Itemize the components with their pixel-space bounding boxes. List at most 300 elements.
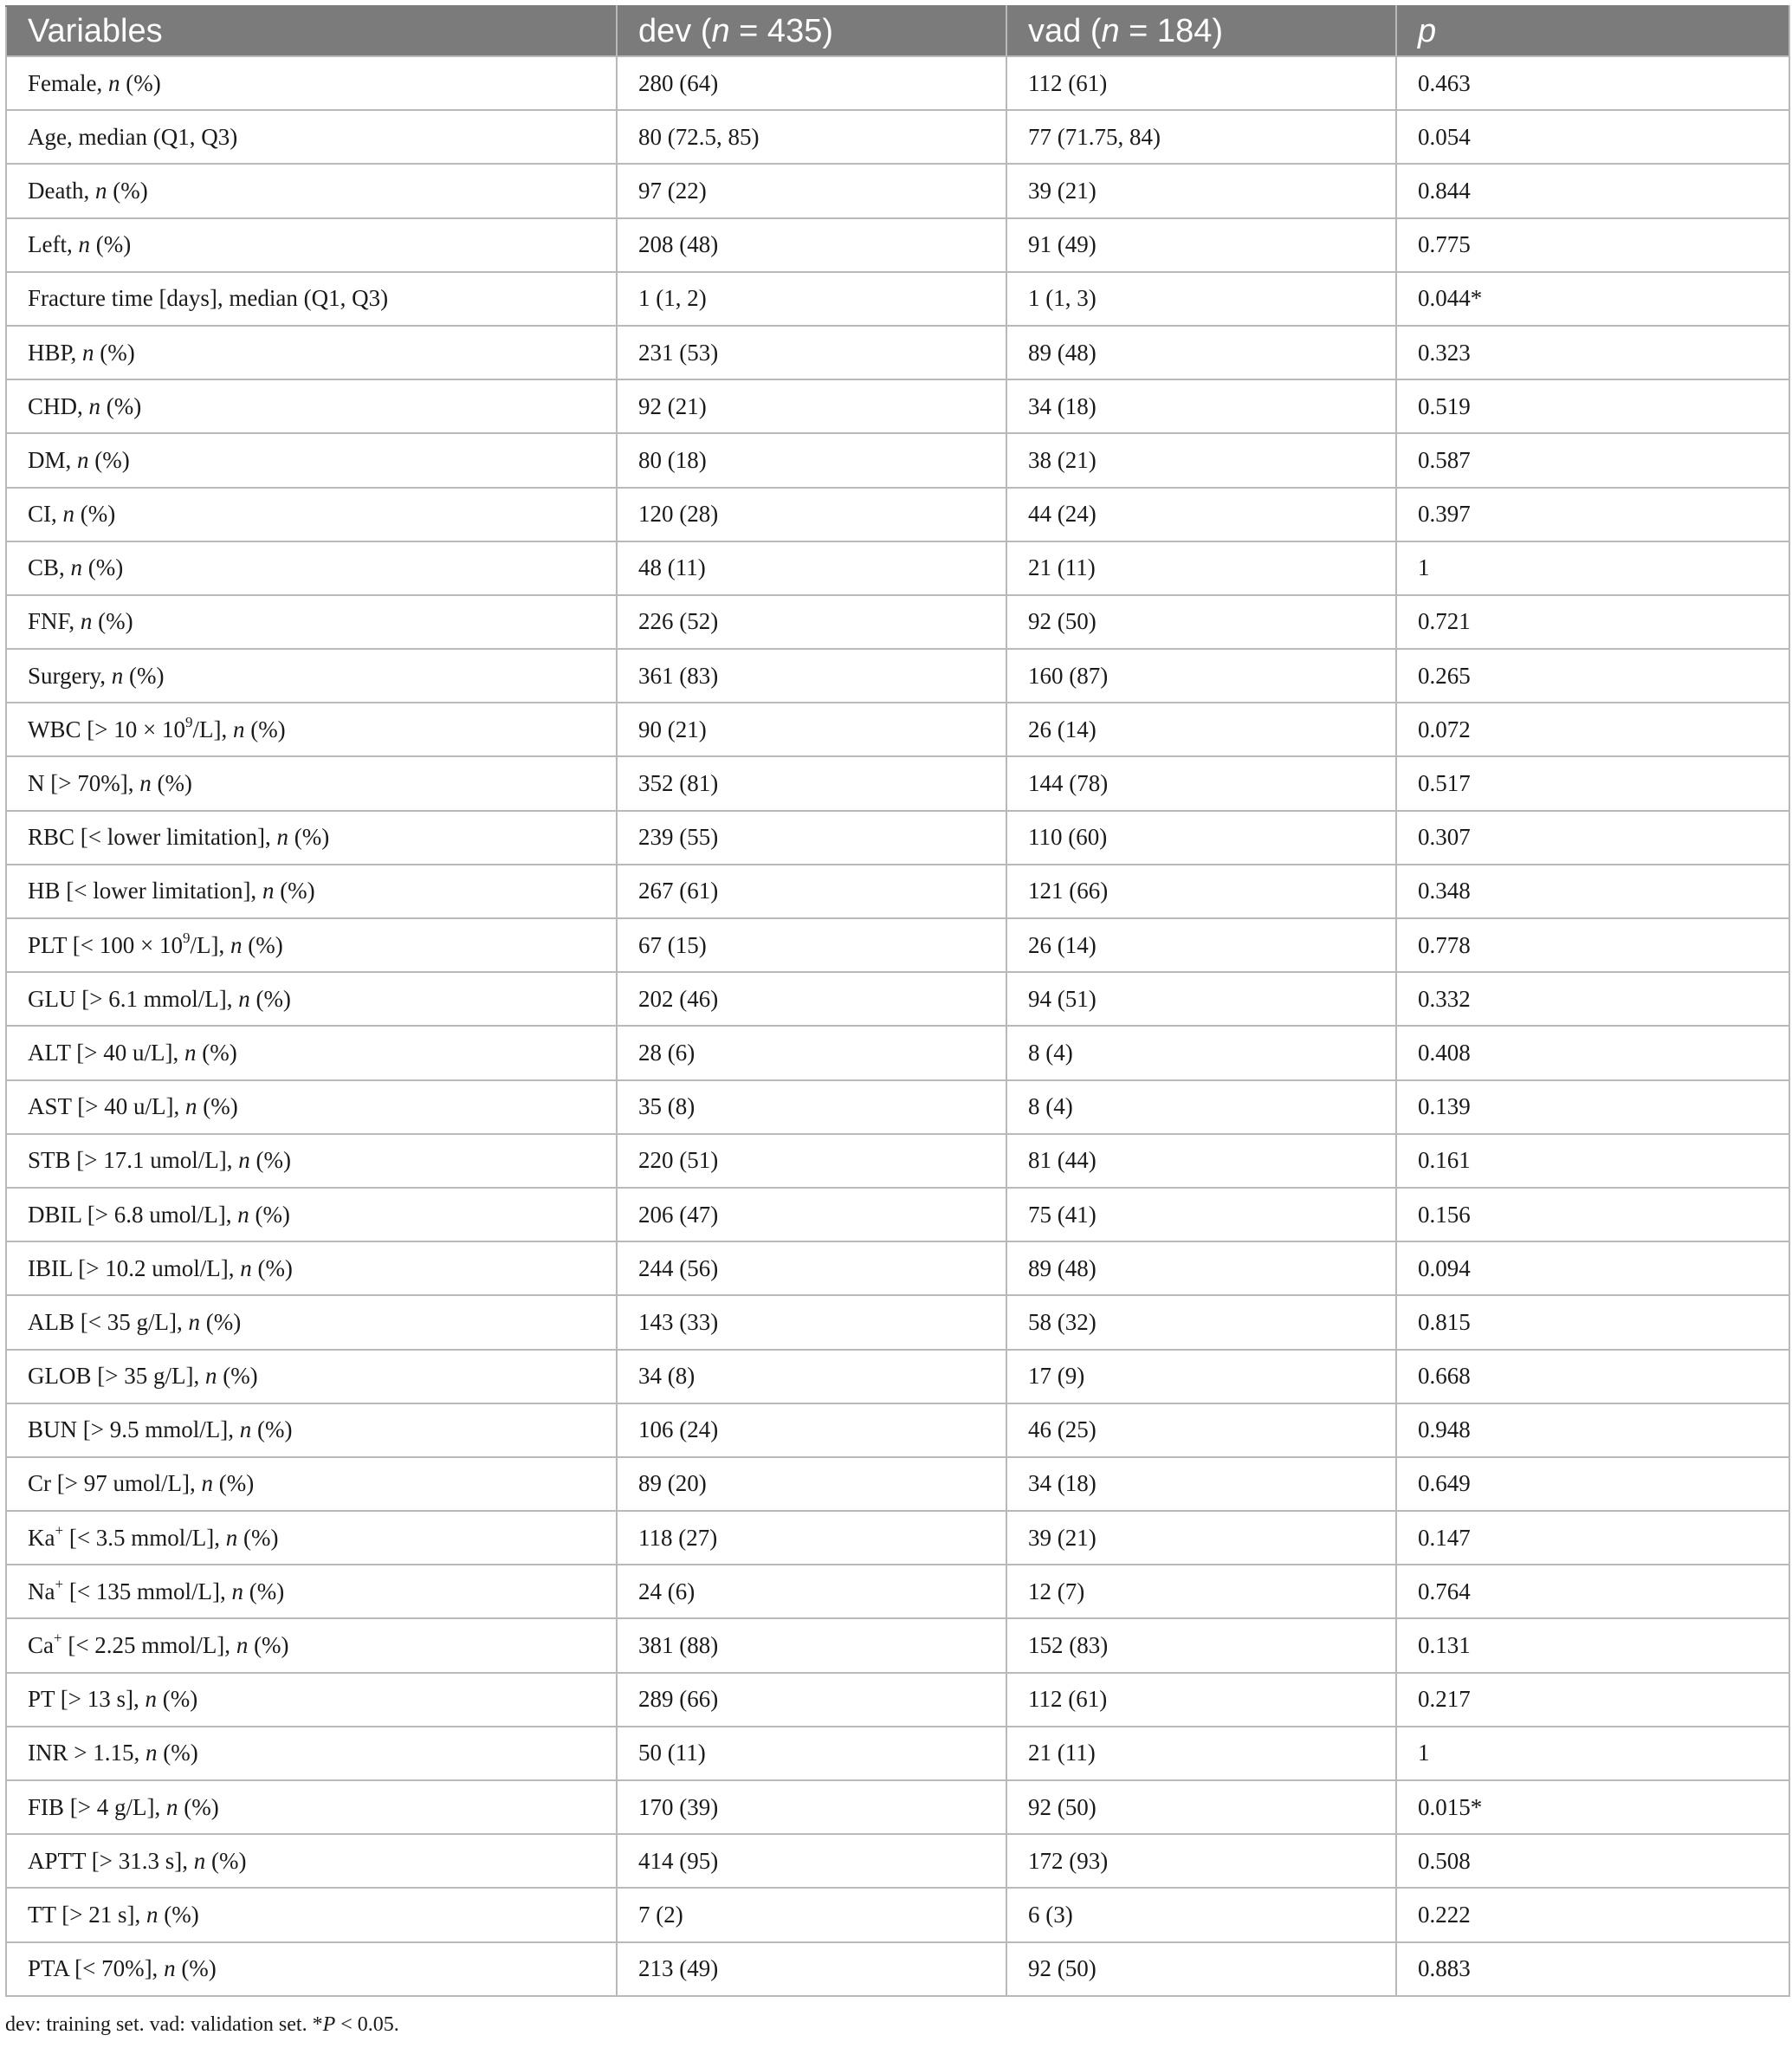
variable-text-pre: Na — [28, 1578, 55, 1604]
dev-value-cell: 352 (81) — [617, 756, 1006, 810]
p-value-cell: 1 — [1396, 1727, 1789, 1780]
variable-text-post: (%) — [249, 1147, 291, 1174]
header-row — [6, 6, 1789, 56]
variable-text-post: (%) — [237, 1524, 279, 1551]
variable-text-ital: n — [188, 1308, 200, 1335]
dev-value-cell: 206 (47) — [617, 1188, 1006, 1241]
variable-text-ital: n — [238, 1147, 250, 1174]
variable-cell — [6, 865, 617, 918]
variable-text-ital: n — [88, 392, 101, 419]
dev-value-cell: 28 (6) — [617, 1026, 1006, 1079]
p-value-cell: 0.131 — [1396, 1618, 1789, 1672]
variable-text-ital: n — [232, 716, 245, 742]
variable-text-pre: STB [> 17.1 umol/L], — [28, 1147, 239, 1174]
table-row — [6, 218, 1789, 272]
variable-text-post: (%) — [196, 1039, 237, 1066]
variable-text-pre: APTT [> 31.3 s], — [28, 1847, 194, 1874]
vad-value-cell: 144 (78) — [1006, 756, 1396, 810]
baseline-characteristics-table-container — [5, 5, 1789, 1997]
variable-text-pre: GLOB [> 35 g/L], — [28, 1363, 205, 1390]
variable-text-ital: n — [139, 770, 152, 797]
variable-text-mid: [< 3.5 mmol/L], — [63, 1524, 226, 1551]
dev-value-cell: 170 (39) — [617, 1780, 1006, 1834]
variable-cell — [6, 1673, 617, 1727]
p-value-cell: 0.519 — [1396, 379, 1789, 433]
vad-value-cell: 34 (18) — [1006, 1457, 1396, 1511]
variable-text-post: (%) — [205, 1847, 247, 1874]
variable-text-pre: CHD, — [28, 392, 89, 419]
dev-value-cell: 1 (1, 2) — [617, 272, 1006, 326]
dev-value-cell: 280 (64) — [617, 56, 1006, 110]
p-value-cell: 0.147 — [1396, 1511, 1789, 1565]
p-value-cell: 0.323 — [1396, 326, 1789, 379]
variable-text-pre: BUN [> 9.5 mmol/L], — [28, 1416, 240, 1443]
table-row — [6, 379, 1789, 433]
table-row — [6, 488, 1789, 541]
p-value-cell: 0.508 — [1396, 1834, 1789, 1888]
dev-value-cell: 231 (53) — [617, 326, 1006, 379]
variable-text-pre: TT [> 21 s], — [28, 1901, 146, 1928]
variable-text-pre: HB [< lower limitation], — [28, 878, 262, 904]
variable-text-mid: [< 135 mmol/L], — [63, 1578, 232, 1604]
variable-text-pre: Death, — [28, 177, 95, 204]
table-row — [6, 1511, 1789, 1565]
dev-value-cell: 97 (22) — [617, 164, 1006, 217]
table-row — [6, 326, 1789, 379]
variable-text-pre: CB, — [28, 554, 71, 581]
variable-text-sup: 9 — [184, 713, 193, 730]
variable-text-ital: n — [70, 554, 83, 581]
variable-text-pre: Surgery, — [28, 662, 112, 689]
header-dev: dev (n = 435) — [617, 6, 1006, 56]
vad-value-cell: 75 (41) — [1006, 1188, 1396, 1241]
table-row — [6, 1457, 1789, 1511]
variable-text-pre: Cr [> 97 umol/L], — [28, 1470, 202, 1497]
variable-text-pre: PTA [< 70%], — [28, 1955, 165, 1982]
dev-value-cell: 106 (24) — [617, 1403, 1006, 1457]
dev-value-cell: 118 (27) — [617, 1511, 1006, 1565]
vad-value-cell: 34 (18) — [1006, 379, 1396, 433]
variable-text-pre: DM, — [28, 446, 78, 473]
dev-value-cell: 48 (11) — [617, 541, 1006, 595]
p-value-cell: 0.408 — [1396, 1026, 1789, 1079]
variable-text-pre: Fracture time [days], median (Q1, Q3) — [28, 285, 389, 312]
vad-value-cell: 6 (3) — [1006, 1888, 1396, 1941]
variable-text-pre: ALT [> 40 u/L], — [28, 1039, 184, 1066]
p-value-cell: 0.883 — [1396, 1942, 1789, 1996]
table-row — [6, 1780, 1789, 1834]
variable-cell — [6, 756, 617, 810]
variable-cell — [6, 811, 617, 865]
variable-cell — [6, 433, 617, 487]
header-p: p — [1396, 6, 1789, 56]
variable-cell — [6, 972, 617, 1026]
vad-value-cell: 110 (60) — [1006, 811, 1396, 865]
variable-cell — [6, 649, 617, 703]
variable-text-ital: n — [164, 1955, 176, 1982]
variable-text-mid: /L], — [190, 931, 230, 958]
variable-text-pre: IBIL [> 10.2 umol/L], — [28, 1254, 241, 1281]
p-value-cell: 0.307 — [1396, 811, 1789, 865]
vad-value-cell: 46 (25) — [1006, 1403, 1396, 1457]
variable-text-ital: n — [238, 985, 250, 1012]
variable-cell — [6, 1295, 617, 1349]
table-row — [6, 1295, 1789, 1349]
vad-value-cell: 121 (66) — [1006, 865, 1396, 918]
variable-text-post: (%) — [217, 1363, 258, 1390]
variable-text-ital: n — [236, 1632, 249, 1659]
variable-cell — [6, 1241, 617, 1295]
table-row — [6, 1026, 1789, 1079]
dev-value-cell: 208 (48) — [617, 218, 1006, 272]
dev-value-cell: 361 (83) — [617, 649, 1006, 703]
variable-text-ital: n — [201, 1470, 213, 1497]
variable-text-sup: + — [55, 1575, 64, 1592]
p-value-cell: 0.397 — [1396, 488, 1789, 541]
variable-cell — [6, 1080, 617, 1134]
p-value-cell: 0.139 — [1396, 1080, 1789, 1134]
dev-value-cell: 220 (51) — [617, 1134, 1006, 1188]
variable-cell — [6, 1350, 617, 1403]
vad-value-cell: 77 (71.75, 84) — [1006, 110, 1396, 164]
variable-cell — [6, 1403, 617, 1457]
dev-value-cell: 24 (6) — [617, 1565, 1006, 1618]
variable-text-ital: n — [262, 878, 275, 904]
p-value-cell: 0.044* — [1396, 272, 1789, 326]
variable-cell — [6, 1888, 617, 1941]
variable-cell — [6, 1834, 617, 1888]
variable-text-post: (%) — [199, 1308, 242, 1335]
variable-text-ital: n — [165, 1793, 178, 1820]
variable-text-ital: n — [107, 69, 120, 96]
variable-cell — [6, 164, 617, 217]
variable-text-ital: n — [146, 1901, 158, 1928]
dev-value-cell: 226 (52) — [617, 595, 1006, 649]
table-row — [6, 703, 1789, 756]
variable-cell — [6, 1618, 617, 1672]
variable-text-pre: AST [> 40 u/L], — [28, 1093, 185, 1120]
variable-text-post: (%) — [74, 501, 116, 528]
vad-value-cell: 172 (93) — [1006, 1834, 1396, 1888]
variable-cell — [6, 1026, 617, 1079]
vad-value-cell: 21 (11) — [1006, 1727, 1396, 1780]
variable-text-post: (%) — [178, 1793, 219, 1820]
variable-text-pre: HBP, — [28, 339, 83, 366]
dev-value-cell: 120 (28) — [617, 488, 1006, 541]
variable-text-pre: WBC [> 10 × 10 — [28, 716, 185, 742]
p-value-cell: 0.649 — [1396, 1457, 1789, 1511]
p-value-cell: 0.587 — [1396, 433, 1789, 487]
variable-text-pre: INR > 1.15, — [28, 1740, 146, 1766]
dev-value-cell: 414 (95) — [617, 1834, 1006, 1888]
variable-text-mid: /L], — [192, 716, 233, 742]
dev-value-cell: 202 (46) — [617, 972, 1006, 1026]
p-value-cell: 0.094 — [1396, 1241, 1789, 1295]
vad-value-cell: 39 (21) — [1006, 164, 1396, 217]
variable-text-sup: + — [55, 1521, 64, 1539]
variable-text-post: (%) — [249, 1201, 290, 1228]
variable-text-post: (%) — [248, 1632, 289, 1659]
variable-text-pre: FNF, — [28, 608, 81, 635]
table-row — [6, 1834, 1789, 1888]
dev-value-cell: 89 (20) — [617, 1457, 1006, 1511]
variable-text-pre: Ka — [28, 1524, 55, 1551]
variable-text-post: (%) — [251, 1416, 293, 1443]
variable-cell — [6, 541, 617, 595]
variable-text-pre: Left, — [28, 231, 79, 258]
vad-value-cell: 152 (83) — [1006, 1618, 1396, 1672]
table-row — [6, 1942, 1789, 1996]
table-row — [6, 1188, 1789, 1241]
vad-value-cell: 38 (21) — [1006, 433, 1396, 487]
table-row — [6, 1673, 1789, 1727]
variable-text-mid: [< 2.25 mmol/L], — [61, 1632, 236, 1659]
dev-value-cell: 7 (2) — [617, 1888, 1006, 1941]
variable-cell — [6, 703, 617, 756]
baseline-characteristics-table — [5, 5, 1790, 1997]
p-value-cell: 0.348 — [1396, 865, 1789, 918]
p-value-cell: 0.764 — [1396, 1565, 1789, 1618]
p-value-cell: 0.015* — [1396, 1780, 1789, 1834]
p-value-cell: 0.217 — [1396, 1673, 1789, 1727]
variable-text-post: (%) — [212, 1470, 255, 1497]
variable-text-post: (%) — [251, 1254, 293, 1281]
table-row — [6, 756, 1789, 810]
variable-text-post: (%) — [157, 1740, 198, 1766]
p-value-cell: 0.815 — [1396, 1295, 1789, 1349]
p-value-cell: 0.332 — [1396, 972, 1789, 1026]
variable-cell — [6, 595, 617, 649]
dev-value-cell: 213 (49) — [617, 1942, 1006, 1996]
dev-value-cell: 80 (18) — [617, 433, 1006, 487]
vad-value-cell: 92 (50) — [1006, 1942, 1396, 1996]
variable-text-post: (%) — [243, 1578, 285, 1604]
variable-text-ital: n — [230, 931, 243, 958]
dev-value-cell: 289 (66) — [617, 1673, 1006, 1727]
vad-value-cell: 112 (61) — [1006, 56, 1396, 110]
p-value-cell: 0.948 — [1396, 1403, 1789, 1457]
variable-cell — [6, 56, 617, 110]
dev-value-cell: 80 (72.5, 85) — [617, 110, 1006, 164]
vad-value-cell: 112 (61) — [1006, 1673, 1396, 1727]
table-row — [6, 972, 1789, 1026]
p-value-cell: 0.072 — [1396, 703, 1789, 756]
table-header — [6, 6, 1789, 56]
variable-text-post: (%) — [288, 824, 330, 851]
variable-text-ital: n — [184, 1093, 197, 1120]
table-row — [6, 1888, 1789, 1941]
variable-text-pre: PLT [< 100 × 10 — [28, 931, 183, 958]
variable-text-post: (%) — [242, 931, 283, 958]
variable-cell — [6, 1511, 617, 1565]
vad-value-cell: 89 (48) — [1006, 326, 1396, 379]
variable-text-post: (%) — [249, 985, 291, 1012]
table-row — [6, 272, 1789, 326]
variable-text-post: (%) — [89, 231, 132, 258]
variable-text-ital: n — [82, 339, 94, 366]
variable-text-pre: ALB [< 35 g/L], — [28, 1308, 189, 1335]
variable-text-ital: n — [78, 231, 90, 258]
variable-text-ital: n — [94, 177, 107, 204]
vad-value-cell: 8 (4) — [1006, 1026, 1396, 1079]
p-value-cell: 1 — [1396, 541, 1789, 595]
variable-text-post: (%) — [175, 1955, 217, 1982]
vad-value-cell: 160 (87) — [1006, 649, 1396, 703]
variable-text-ital: n — [231, 1578, 244, 1604]
variable-text-post: (%) — [94, 339, 135, 366]
variable-text-ital: n — [239, 1416, 252, 1443]
variable-text-pre: CI, — [28, 501, 63, 528]
variable-text-pre: GLU [> 6.1 mmol/L], — [28, 985, 239, 1012]
vad-value-cell: 58 (32) — [1006, 1295, 1396, 1349]
table-row — [6, 1565, 1789, 1618]
vad-value-cell: 8 (4) — [1006, 1080, 1396, 1134]
variable-text-ital: n — [276, 824, 288, 851]
dev-value-cell: 35 (8) — [617, 1080, 1006, 1134]
vad-value-cell: 1 (1, 3) — [1006, 272, 1396, 326]
vad-value-cell: 92 (50) — [1006, 1780, 1396, 1834]
variable-text-post: (%) — [120, 69, 161, 96]
variable-text-ital: n — [240, 1254, 252, 1281]
variable-text-pre: Ca — [28, 1632, 54, 1659]
variable-cell — [6, 1942, 617, 1996]
variable-text-post: (%) — [151, 770, 192, 797]
table-footnote: dev: training set. vad: validation set. *P < 0.05. — [5, 2013, 399, 2036]
table-row — [6, 811, 1789, 865]
variable-cell — [6, 918, 617, 972]
table-row — [6, 918, 1789, 972]
p-value-cell: 0.265 — [1396, 649, 1789, 703]
vad-value-cell: 12 (7) — [1006, 1565, 1396, 1618]
variable-text-ital: n — [145, 1740, 158, 1766]
p-value-cell: 0.721 — [1396, 595, 1789, 649]
variable-cell — [6, 1780, 617, 1834]
variable-cell — [6, 1134, 617, 1188]
table-row — [6, 1350, 1789, 1403]
variable-text-post: (%) — [107, 177, 148, 204]
p-value-cell: 0.161 — [1396, 1134, 1789, 1188]
dev-value-cell: 381 (88) — [617, 1618, 1006, 1672]
dev-value-cell: 67 (15) — [617, 918, 1006, 972]
variable-text-sup: + — [54, 1630, 62, 1647]
dev-value-cell: 92 (21) — [617, 379, 1006, 433]
variable-text-post: (%) — [274, 878, 315, 904]
p-value-cell: 0.054 — [1396, 110, 1789, 164]
variable-cell — [6, 272, 617, 326]
variable-text-pre: PT [> 13 s], — [28, 1686, 146, 1713]
variable-text-post: (%) — [123, 662, 165, 689]
variable-cell — [6, 110, 617, 164]
variable-text-ital: n — [77, 446, 89, 473]
p-value-cell: 0.668 — [1396, 1350, 1789, 1403]
p-value-cell: 0.517 — [1396, 756, 1789, 810]
variable-cell — [6, 326, 617, 379]
variable-text-ital: n — [193, 1847, 206, 1874]
variable-cell — [6, 1727, 617, 1780]
header-variables: Variables — [6, 6, 617, 56]
variable-text-pre: Age, median (Q1, Q3) — [28, 123, 238, 150]
vad-value-cell: 26 (14) — [1006, 703, 1396, 756]
variable-text-sup: 9 — [182, 929, 191, 946]
variable-text-post: (%) — [158, 1901, 199, 1928]
table-row — [6, 1080, 1789, 1134]
dev-value-cell: 267 (61) — [617, 865, 1006, 918]
variable-text-post: (%) — [244, 716, 286, 742]
vad-value-cell: 21 (11) — [1006, 541, 1396, 595]
variable-text-pre: Female, — [28, 69, 108, 96]
variable-text-post: (%) — [88, 446, 130, 473]
variable-cell — [6, 488, 617, 541]
header-vad: vad (n = 184) — [1006, 6, 1396, 56]
variable-cell — [6, 1457, 617, 1511]
vad-value-cell: 94 (51) — [1006, 972, 1396, 1026]
variable-text-post: (%) — [197, 1093, 238, 1120]
variable-cell — [6, 1565, 617, 1618]
dev-value-cell: 244 (56) — [617, 1241, 1006, 1295]
dev-value-cell: 239 (55) — [617, 811, 1006, 865]
variable-text-post: (%) — [100, 392, 142, 419]
vad-value-cell: 92 (50) — [1006, 595, 1396, 649]
variable-text-ital: n — [225, 1524, 238, 1551]
p-value-cell: 0.844 — [1396, 164, 1789, 217]
table-row — [6, 649, 1789, 703]
variable-text-pre: DBIL [> 6.8 umol/L], — [28, 1201, 238, 1228]
dev-value-cell: 34 (8) — [617, 1350, 1006, 1403]
p-value-cell: 0.156 — [1396, 1188, 1789, 1241]
table-body — [6, 56, 1789, 1996]
variable-text-post: (%) — [157, 1686, 198, 1713]
variable-text-ital: n — [111, 662, 124, 689]
table-row — [6, 433, 1789, 487]
table-row — [6, 541, 1789, 595]
vad-value-cell: 89 (48) — [1006, 1241, 1396, 1295]
p-value-cell: 0.775 — [1396, 218, 1789, 272]
p-value-cell: 0.463 — [1396, 56, 1789, 110]
variable-text-pre: FIB [> 4 g/L], — [28, 1793, 166, 1820]
table-row — [6, 1241, 1789, 1295]
dev-value-cell: 50 (11) — [617, 1727, 1006, 1780]
vad-value-cell: 91 (49) — [1006, 218, 1396, 272]
vad-value-cell: 81 (44) — [1006, 1134, 1396, 1188]
variable-text-post: (%) — [92, 608, 133, 635]
variable-cell — [6, 1188, 617, 1241]
variable-cell — [6, 379, 617, 433]
dev-value-cell: 90 (21) — [617, 703, 1006, 756]
table-row — [6, 1618, 1789, 1672]
variable-text-ital: n — [62, 501, 74, 528]
p-value-cell: 0.778 — [1396, 918, 1789, 972]
variable-text-pre: RBC [< lower limitation], — [28, 824, 277, 851]
variable-cell — [6, 218, 617, 272]
table-row — [6, 1727, 1789, 1780]
variable-text-ital: n — [204, 1363, 217, 1390]
variable-text-ital: n — [237, 1201, 249, 1228]
vad-value-cell: 17 (9) — [1006, 1350, 1396, 1403]
variable-text-post: (%) — [82, 554, 124, 581]
vad-value-cell: 26 (14) — [1006, 918, 1396, 972]
table-row — [6, 1403, 1789, 1457]
table-row — [6, 164, 1789, 217]
variable-text-ital: n — [145, 1686, 157, 1713]
dev-value-cell: 143 (33) — [617, 1295, 1006, 1349]
p-value-cell: 0.222 — [1396, 1888, 1789, 1941]
table-row — [6, 1134, 1789, 1188]
table-row — [6, 110, 1789, 164]
table-row — [6, 595, 1789, 649]
table-row — [6, 865, 1789, 918]
vad-value-cell: 44 (24) — [1006, 488, 1396, 541]
table-row — [6, 56, 1789, 110]
